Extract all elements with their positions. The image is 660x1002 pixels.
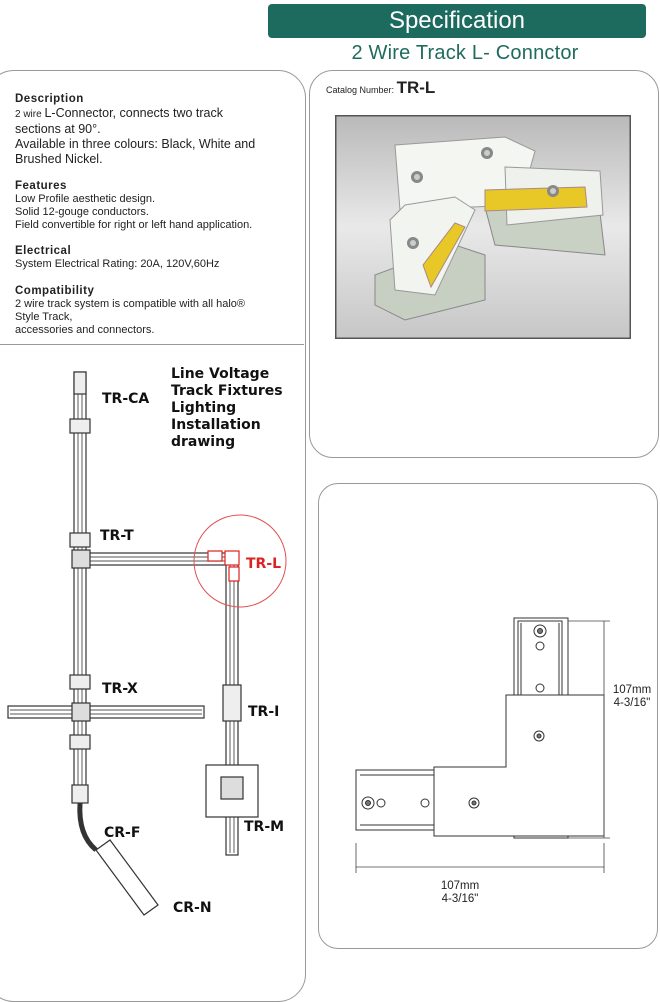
electrical-rating: System Electrical Rating: 20A, 120V,60Hz: [15, 258, 220, 270]
catalog-value: TR-L: [396, 78, 436, 97]
label-tr-t: TR-T: [100, 528, 134, 544]
drawing-title-line: Line Voltage: [171, 366, 270, 382]
features-heading: Features: [15, 180, 67, 192]
compatibility-line2: Style Track,: [15, 311, 73, 323]
description-line1: L-Connector, connects two track: [44, 106, 224, 120]
drawing-title-line: Track Fixtures: [171, 383, 283, 399]
drawing-title-line: Installation: [171, 417, 261, 433]
spec-header: Specification: [268, 4, 646, 38]
width-mm: 107mm: [440, 880, 480, 892]
label-tr-l: TR-L: [246, 556, 282, 572]
catalog-label: Catalog Number:: [326, 85, 395, 95]
label-cr-f: CR-F: [104, 825, 141, 841]
width-in: 4-3/16": [441, 893, 479, 905]
catalog-number: [326, 78, 435, 98]
description-prefix: 2 wire: [15, 109, 45, 120]
feature-item: Solid 12-gouge conductors.: [15, 206, 149, 218]
description-heading: Description: [15, 93, 84, 105]
label-tr-m: TR-M: [244, 819, 285, 835]
feature-item: Low Profile aesthetic design.: [15, 193, 156, 205]
electrical-section: [15, 245, 219, 271]
features-section: [15, 180, 252, 232]
dimension-drawing: [318, 483, 656, 947]
width-dimension: [420, 880, 500, 906]
label-tr-i: TR-I: [248, 704, 280, 720]
description-section: [15, 93, 255, 167]
product-photo-drawing: [335, 115, 631, 339]
feature-item: Field convertible for right or left hand application.: [15, 219, 253, 231]
label-cr-n: CR-N: [173, 900, 212, 916]
description-line4: Brushed Nickel.: [15, 152, 103, 166]
label-tr-x: TR-X: [102, 681, 138, 697]
label-tr-ca: TR-CA: [102, 391, 150, 407]
compatibility-section: [15, 285, 245, 337]
product-photo: [335, 115, 631, 339]
product-title: 2 Wire Track L- Connctor: [351, 42, 579, 64]
height-dimension: [606, 684, 658, 710]
compatibility-heading: Compatibility: [15, 285, 95, 297]
electrical-heading: Electrical: [15, 245, 72, 257]
height-mm: 107mm: [612, 684, 652, 696]
drawing-title-line: Lighting: [171, 400, 237, 416]
height-in: 4-3/16": [613, 697, 651, 709]
description-line2: sections at 90°.: [15, 122, 101, 136]
description-line3: Available in three colours: Black, White and: [15, 137, 256, 151]
compatibility-line3: accessories and connectors.: [15, 324, 155, 336]
compatibility-line1: 2 wire track system is compatible with all halo®: [15, 298, 246, 310]
drawing-title-line: drawing: [171, 434, 236, 450]
installation-drawing: [0, 345, 304, 945]
